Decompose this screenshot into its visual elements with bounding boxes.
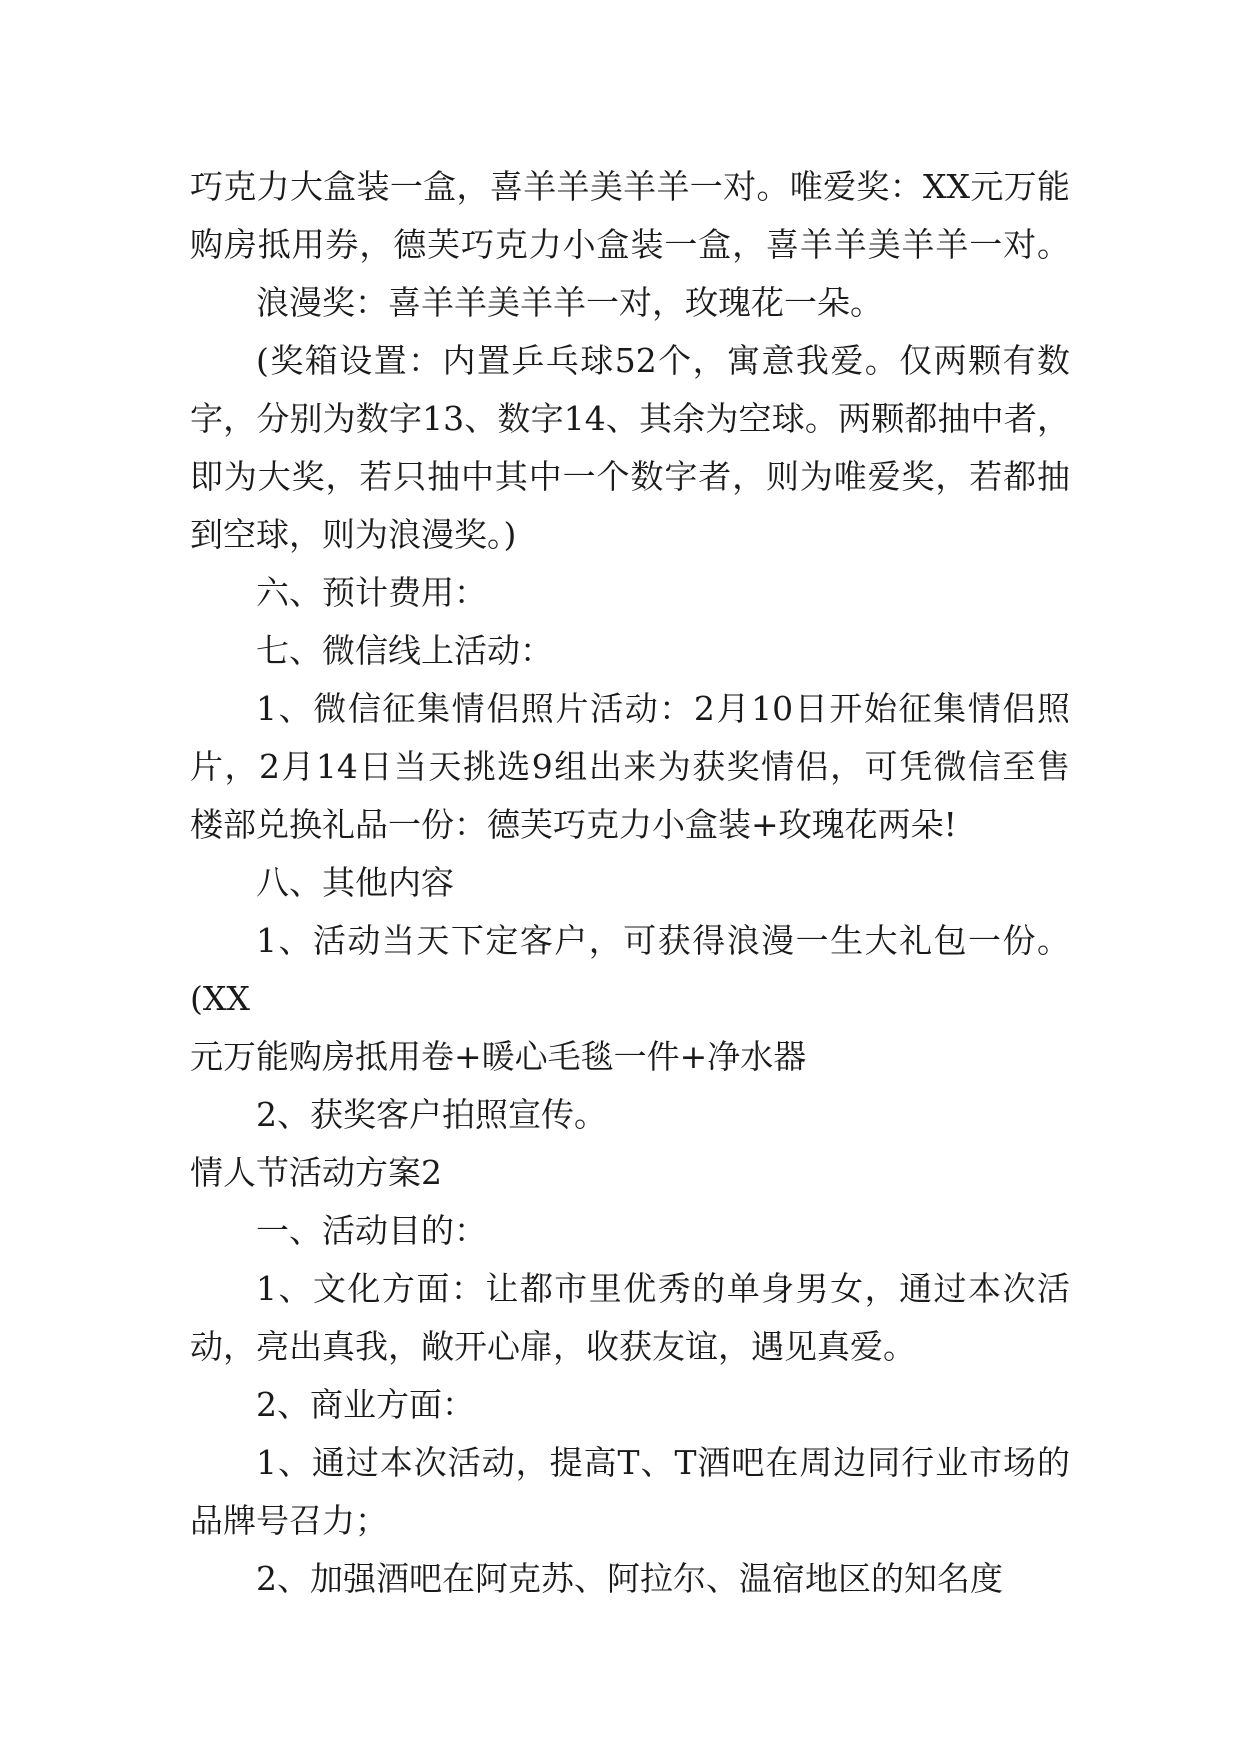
section-heading: 八、其他内容	[256, 863, 454, 902]
body-line: 到空球，则为浪漫奖。)	[190, 515, 517, 554]
body-line: 1、活动当天下定客户，可获得浪漫一生大礼包一份。(XX	[190, 921, 1070, 1018]
body-line: 1、文化方面：让都市里优秀的单身男女，通过本次活	[256, 1269, 1070, 1308]
body-line: 2、获奖客户拍照宣传。	[256, 1095, 607, 1134]
section-heading: 一、活动目的：	[256, 1211, 487, 1250]
section-heading: 六、预计费用：	[256, 573, 487, 612]
section-heading: 七、微信线上活动：	[256, 631, 553, 670]
body-line: 元万能购房抵用卷+暖心毛毯一件+净水器	[190, 1037, 807, 1076]
body-line: 巧克力大盒装一盒，喜羊羊美羊羊一对。唯爱奖：XX元万能	[190, 167, 1070, 206]
body-line: 1、通过本次活动，提高T、T酒吧在周边同行业市场的	[256, 1443, 1070, 1482]
body-line: 1、微信征集情侣照片活动：2月10日开始征集情侣照	[256, 689, 1070, 728]
body-line: 品牌号召力；	[190, 1501, 388, 1540]
body-line: 即为大奖，若只抽中其中一个数字者，则为唯爱奖，若都抽	[190, 457, 1070, 496]
body-line: (奖箱设置：内置乒乓球52个，寓意我爱。仅两颗有数	[256, 341, 1070, 380]
body-line: 2、加强酒吧在阿克苏、阿拉尔、温宿地区的知名度	[256, 1559, 1003, 1598]
body-line: 字，分别为数字13、数字14、其余为空球。两颗都抽中者，	[190, 399, 1070, 438]
body-line: 浪漫奖：喜羊羊美羊羊一对，玫瑰花一朵。	[256, 283, 883, 322]
body-line: 2、商业方面：	[256, 1385, 475, 1424]
document-body	[190, 158, 1070, 1608]
body-line: 片，2月14日当天挑选9组出来为获奖情侣，可凭微信至售	[190, 747, 1070, 786]
document-title: 情人节活动方案2	[190, 1153, 442, 1192]
body-line: 动，亮出真我，敞开心扉，收获友谊，遇见真爱。	[190, 1327, 916, 1366]
body-line: 楼部兑换礼品一份：德芙巧克力小盒装+玫瑰花两朵!	[190, 805, 957, 844]
body-line: 购房抵用券，德芙巧克力小盒装一盒，喜羊羊美羊羊一对。	[190, 225, 1070, 264]
